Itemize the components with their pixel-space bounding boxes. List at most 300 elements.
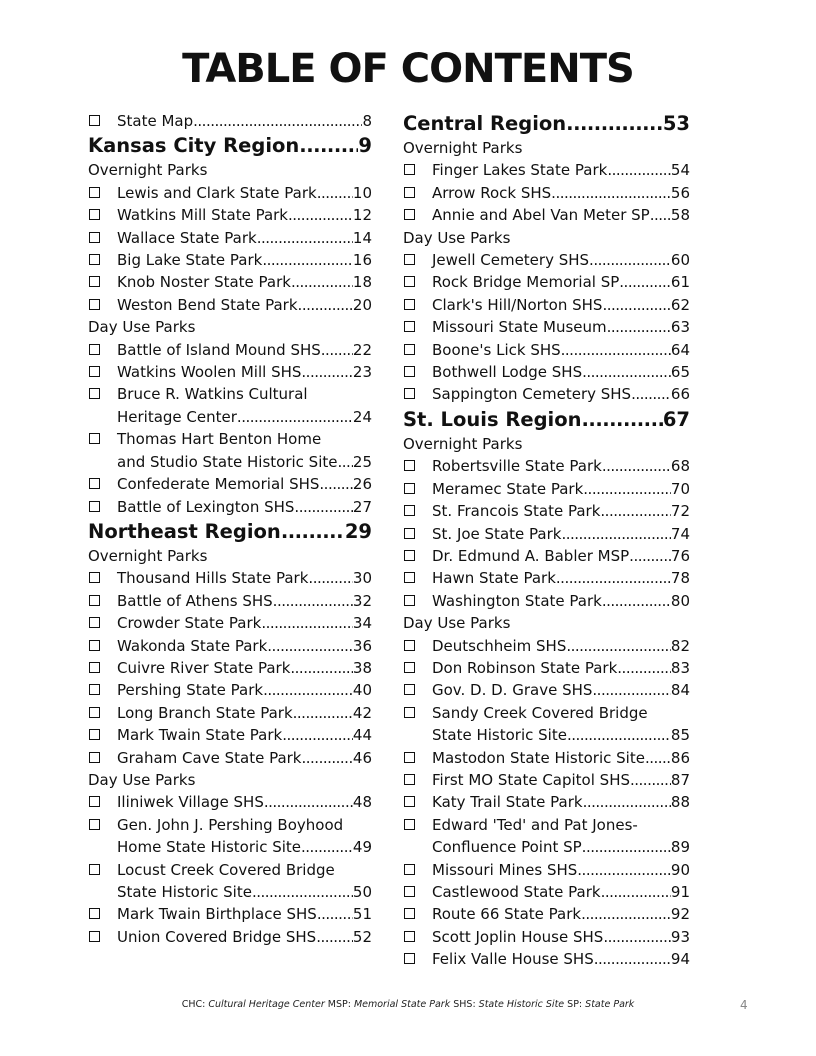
toc-entry[interactable] [403,204,690,226]
toc-entry-label: Mark Twain Birthplace SHS [117,905,317,924]
toc-entry[interactable] [403,316,690,338]
toc-entry[interactable] [403,702,690,747]
dot-leader [645,747,671,769]
legend-abbreviation: CHC: [181,999,206,1010]
checkbox-icon[interactable] [89,752,100,763]
toc-entry-page-number: 92 [670,905,690,924]
region-heading-label: Kansas City Region [88,134,300,158]
dot-leader [566,110,663,137]
checkbox-icon[interactable] [404,662,415,673]
toc-entry-label: Pershing State Park [117,681,264,700]
checkbox-icon[interactable] [89,299,100,310]
checkbox-icon[interactable] [89,433,100,444]
dot-leader [293,702,353,724]
toc-entry[interactable] [403,881,690,903]
toc-entry[interactable] [403,339,690,361]
toc-entry[interactable] [88,657,372,679]
dot-leader [630,769,671,791]
toc-entry-label: Finger Lakes State Park [432,161,608,180]
dot-leader [267,635,353,657]
toc-entry-label: Scott Joplin House SHS [432,927,604,946]
toc-entry[interactable] [403,383,690,405]
toc-entry[interactable] [88,361,372,383]
dot-leader [631,383,671,405]
toc-entry[interactable] [403,903,690,925]
dot-leader [301,361,353,383]
toc-entry-label: Battle of Athens SHS [117,591,273,610]
checkbox-icon[interactable] [89,729,100,740]
toc-entry-page-number: 78 [670,569,690,588]
checkbox-icon[interactable] [404,572,415,583]
toc-entry-label: State Historic Site [117,883,252,901]
section-heading [88,316,372,338]
dot-leader [601,881,671,903]
toc-entry[interactable] [88,903,372,925]
dot-leader [619,271,671,293]
toc-entry-page-number: 70 [670,479,690,498]
dot-leader [263,679,353,701]
section-heading-label: Overnight Parks [403,434,523,453]
toc-entry[interactable] [403,948,690,970]
dot-leader [607,316,671,338]
checkbox-icon[interactable] [404,752,415,763]
toc-entry-page-number: 54 [670,161,690,180]
toc-entry-page-number: 64 [670,340,690,359]
dot-leader [567,724,671,746]
toc-entry-label: Watkins Mill State Park [117,206,288,225]
toc-entry[interactable] [88,383,372,428]
dot-leader [262,249,353,271]
toc-entry-page-number: 63 [670,318,690,337]
toc-entry[interactable] [88,679,372,701]
toc-entry[interactable] [403,791,690,813]
toc-entry-label: Deutschheim SHS [432,636,567,655]
checkbox-icon[interactable] [404,819,415,830]
toc-entry-page-number: 20 [352,295,372,314]
toc-entry-page-number: 51 [352,905,372,924]
toc-entry-page-number: 42 [352,703,372,722]
checkbox-icon[interactable] [404,908,415,919]
abbreviation-legend [0,999,816,1010]
dot-leader [603,926,671,948]
dot-leader [319,473,353,495]
toc-entry-label: Bothwell Lodge SHS [432,363,583,382]
toc-entry[interactable] [88,612,372,634]
region-heading[interactable] [88,518,372,545]
checkbox-icon[interactable] [404,931,415,942]
dot-leader [321,339,353,361]
dot-leader [237,406,353,428]
toc-entry[interactable] [403,859,690,881]
dot-leader [582,836,671,858]
dot-leader [291,271,353,293]
checkbox-icon[interactable] [404,460,415,471]
toc-entry-page-number: 61 [670,273,690,292]
region-page-number: 53 [662,112,690,135]
checkbox-icon[interactable] [89,595,100,606]
checkbox-icon[interactable] [89,254,100,265]
dot-leader [298,294,353,316]
checkbox-icon[interactable] [89,478,100,489]
checkbox-icon[interactable] [404,505,415,516]
toc-entry-label: Confluence Point SP [432,838,582,857]
toc-entry-label: First MO State Capitol SHS [432,770,630,789]
toc-entry[interactable] [403,249,690,271]
checkbox-icon[interactable] [404,187,415,198]
toc-entry-label: Rock Bridge Memorial SP [432,273,620,292]
toc-entry[interactable] [403,182,690,204]
checkbox-icon[interactable] [404,164,415,175]
checkbox-icon[interactable] [89,908,100,919]
toc-entry-label: Weston Bend State Park [117,295,298,314]
checkbox-icon[interactable] [89,344,100,355]
toc-entry-label: Lewis and Clark State Park [117,183,317,202]
toc-entry-label: Washington State Park [432,591,602,610]
region-page-number: 29 [344,519,372,543]
section-heading [88,769,372,791]
toc-entry[interactable] [403,567,690,589]
toc-entry-label: Clark's Hill/Norton SHS [432,295,603,314]
dot-leader [589,249,671,271]
toc-entry-page-number: 68 [670,457,690,476]
dot-leader [583,791,671,813]
toc-entry-label: Missouri Mines SHS [432,860,578,879]
checkbox-icon[interactable] [404,953,415,964]
checkbox-icon[interactable] [89,662,100,673]
toc-entry[interactable] [88,747,372,769]
toc-entry-label: Sandy Creek Covered Bridge [432,703,648,722]
toc-entry-label: Annie and Abel Van Meter SP [432,206,650,225]
toc-entry[interactable] [88,590,372,612]
toc-entry-page-number: 24 [352,407,372,426]
toc-entry-page-number: 90 [670,860,690,879]
toc-entry[interactable] [403,769,690,791]
region-heading-label: Central Region [403,112,567,135]
toc-entry-page-number: 88 [670,793,690,812]
section-heading-label: Day Use Parks [403,228,511,247]
toc-entry-page-number: 52 [352,927,372,946]
toc-entry-page-number: 25 [352,452,372,471]
section-heading [403,433,690,455]
toc-entry[interactable] [88,791,372,813]
toc-entry-page-number: 16 [352,251,372,270]
dot-leader [607,159,671,181]
toc-entry-label: Battle of Island Mound SHS [117,340,321,359]
toc-entry-label: Wallace State Park [117,228,257,247]
toc-entry-label: Home State Historic Site [117,838,302,857]
checkbox-icon[interactable] [89,617,100,628]
toc-entry-page-number: 76 [670,546,690,565]
toc-entry[interactable] [403,545,690,567]
toc-entry-label: Mark Twain State Park [117,726,283,745]
toc-entry[interactable] [88,182,372,204]
toc-entry-page-number: 8 [362,112,372,130]
dot-leader [299,132,358,159]
dot-leader [337,451,352,473]
dot-leader [193,110,362,132]
checkbox-icon[interactable] [404,528,415,539]
toc-entry[interactable] [88,249,372,271]
checkbox-icon[interactable] [404,595,415,606]
toc-entry-page-number: 46 [352,748,372,767]
section-heading [403,227,690,249]
checkbox-icon[interactable] [404,299,415,310]
checkbox-icon[interactable] [404,886,415,897]
toc-entry-label: Graham Cave State Park [117,748,302,767]
dot-leader [602,455,671,477]
checkbox-icon[interactable] [89,187,100,198]
toc-entry-label: State Map [117,112,194,130]
section-heading-label: Day Use Parks [88,318,196,337]
toc-entry[interactable] [403,159,690,181]
toc-entry-label: Big Lake State Park [117,251,263,270]
dot-leader [561,339,671,361]
toc-entry[interactable] [88,567,372,589]
dot-leader [592,679,671,701]
toc-entry[interactable] [403,294,690,316]
toc-entry[interactable] [403,635,690,657]
page-number: 4 [740,998,748,1012]
checkbox-icon[interactable] [404,209,415,220]
region-heading[interactable] [403,406,690,433]
toc-entry[interactable] [88,814,372,859]
toc-entry-label: Dr. Edmund A. Babler MSP [432,546,630,565]
checkbox-icon[interactable] [89,276,100,287]
legend-abbreviation: SP: [567,999,583,1010]
dot-leader [273,590,353,612]
toc-entry-page-number: 72 [670,502,690,521]
checkbox-icon[interactable] [89,819,100,830]
region-heading-label: St. Louis Region [403,407,582,431]
toc-entry-label: St. Francois State Park [432,502,601,521]
checkbox-icon[interactable] [89,209,100,220]
toc-entry-label: Long Branch State Park [117,703,293,722]
toc-entry-page-number: 93 [670,927,690,946]
toc-entry-page-number: 27 [352,497,372,516]
toc-entry-label: Hawn State Park [432,569,556,588]
checkbox-icon[interactable] [89,796,100,807]
checkbox-icon[interactable] [89,684,100,695]
toc-entry-label: State Historic Site [432,726,567,745]
toc-entry-page-number: 50 [352,883,372,901]
dot-leader [600,500,671,522]
toc-entry-page-number: 10 [352,183,372,202]
toc-entry-page-number: 82 [670,636,690,655]
toc-entry[interactable] [88,227,372,249]
dot-leader [294,496,352,518]
legend-abbreviation: SHS: [453,999,476,1010]
toc-entry-page-number: 14 [352,228,372,247]
toc-entry-page-number: 18 [352,273,372,292]
toc-entry[interactable] [403,523,690,545]
region-page-number: 67 [662,407,690,431]
dot-leader [561,523,670,545]
toc-entry-label: Wakonda State Park [117,636,268,655]
toc-entry-page-number: 91 [670,883,690,901]
toc-left-column [88,110,372,948]
toc-entry-page-number: 65 [670,363,690,382]
toc-entry[interactable] [403,361,690,383]
checkbox-icon[interactable] [404,254,415,265]
toc-entry-label: Bruce R. Watkins Cultural [117,385,308,404]
toc-entry[interactable] [403,747,690,769]
toc-entry-label: Locust Creek Covered Bridge [117,860,335,879]
toc-entry[interactable] [403,926,690,948]
region-heading[interactable] [88,132,372,159]
toc-entry-label: Boone's Lick SHS [432,340,561,359]
toc-entry[interactable] [88,496,372,518]
toc-entry-page-number: 44 [352,726,372,745]
dot-leader [252,881,353,903]
dot-leader [594,948,671,970]
toc-entry[interactable] [403,814,690,859]
dot-leader [602,590,671,612]
toc-entry-page-number: 84 [670,681,690,700]
toc-entry[interactable] [403,590,690,612]
dot-leader [617,657,671,679]
toc-entry[interactable] [88,294,372,316]
toc-entry-label: Battle of Lexington SHS [117,497,295,516]
dot-leader [302,747,353,769]
region-page-number: 9 [358,134,372,158]
toc-entry[interactable] [88,271,372,293]
dot-leader [556,567,671,589]
dot-leader [582,361,671,383]
toc-entry-page-number: 62 [670,295,690,314]
toc-entry-page-number: 30 [352,569,372,588]
toc-entry-page-number: 66 [670,385,690,404]
dot-leader [317,903,353,925]
dot-leader [290,657,353,679]
toc-entry[interactable] [88,635,372,657]
checkbox-icon[interactable] [89,640,100,651]
section-heading [88,545,372,567]
toc-entry-label: Don Robinson State Park [432,658,618,677]
checkbox-icon[interactable] [404,483,415,494]
checkbox-icon[interactable] [89,931,100,942]
toc-entry-label: Gen. John J. Pershing Boyhood [117,815,344,834]
toc-entry-label: Arrow Rock SHS [432,183,552,202]
toc-entry-label: Heritage Center [117,407,237,426]
dot-leader [581,903,671,925]
section-heading-label: Day Use Parks [403,614,511,633]
toc-entry-page-number: 22 [352,340,372,359]
dot-leader [264,791,353,813]
toc-entry[interactable] [88,110,372,132]
toc-entry[interactable] [403,455,690,477]
toc-entry-page-number: 26 [352,475,372,494]
checkbox-icon[interactable] [404,366,415,377]
checkbox-icon[interactable] [404,276,415,287]
toc-entry-label: and Studio State Historic Site [117,452,338,471]
toc-entry[interactable] [403,679,690,701]
toc-entry[interactable] [88,724,372,746]
toc-entry-page-number: 86 [670,748,690,767]
checkbox-icon[interactable] [404,684,415,695]
toc-entry-page-number: 34 [352,614,372,633]
toc-entry-page-number: 38 [352,658,372,677]
section-heading [403,612,690,634]
checkbox-icon[interactable] [404,321,415,332]
checkbox-icon[interactable] [404,796,415,807]
toc-entry[interactable] [88,204,372,226]
checkbox-icon[interactable] [89,388,100,399]
dot-leader [261,612,353,634]
toc-entry-label: Route 66 State Park [432,905,582,924]
checkbox-icon[interactable] [404,707,415,718]
toc-entry[interactable] [403,500,690,522]
region-heading[interactable] [403,110,690,137]
checkbox-icon[interactable] [404,550,415,561]
toc-entry-page-number: 87 [670,770,690,789]
toc-entry-label: Edward 'Ted' and Pat Jones- [432,815,638,834]
section-heading [88,159,372,181]
toc-entry-page-number: 83 [670,658,690,677]
toc-entry[interactable] [403,478,690,500]
checkbox-icon[interactable] [89,232,100,243]
toc-entry-label: Robertsville State Park [432,457,602,476]
toc-entry-page-number: 48 [352,793,372,812]
toc-entry[interactable] [403,271,690,293]
toc-right-column [403,110,690,971]
toc-entry-page-number: 32 [352,591,372,610]
checkbox-icon[interactable] [404,344,415,355]
toc-entry[interactable] [88,926,372,948]
toc-entry-label: Meramec State Park [432,479,584,498]
toc-entry-page-number: 85 [670,726,690,745]
checkbox-icon[interactable] [404,774,415,785]
checkbox-icon[interactable] [404,864,415,875]
toc-entry-label: Knob Noster State Park [117,273,291,292]
checkbox-icon[interactable] [89,366,100,377]
toc-entry[interactable] [403,657,690,679]
toc-entry-label: St. Joe State Park [432,524,562,543]
checkbox-icon[interactable] [89,707,100,718]
legend-abbreviation: MSP: [327,999,351,1010]
section-heading-label: Day Use Parks [88,770,196,789]
toc-entry[interactable] [88,339,372,361]
toc-entry-label: Missouri State Museum [432,318,607,337]
toc-entry-label: Castlewood State Park [432,883,601,901]
dot-leader [288,204,353,226]
toc-entry-label: Gov. D. D. Grave SHS [432,681,593,700]
toc-entry-label: Thomas Hart Benton Home [117,430,322,449]
dot-leader [566,635,671,657]
toc-entry-label: Jewell Cemetery SHS [432,251,590,270]
toc-entry-page-number: 80 [670,591,690,610]
toc-entry[interactable] [88,473,372,495]
toc-entry-label: Thousand Hills State Park [117,569,309,588]
checkbox-icon[interactable] [404,388,415,399]
toc-entry-page-number: 36 [352,636,372,655]
checkbox-icon[interactable] [89,115,100,126]
checkbox-icon[interactable] [89,572,100,583]
toc-entry-page-number: 60 [670,251,690,270]
toc-entry-page-number: 58 [670,206,690,225]
checkbox-icon[interactable] [404,640,415,651]
checkbox-icon[interactable] [89,501,100,512]
dot-leader [282,724,353,746]
toc-entry[interactable] [88,702,372,724]
toc-entry-page-number: 23 [352,363,372,382]
toc-entry[interactable] [88,428,372,473]
toc-entry[interactable] [88,859,372,904]
page-title: TABLE OF CONTENTS [182,46,634,92]
toc-entry-page-number: 49 [352,838,372,857]
dot-leader [281,518,345,545]
legend-meaning: Memorial State Park [353,999,451,1010]
checkbox-icon[interactable] [89,864,100,875]
